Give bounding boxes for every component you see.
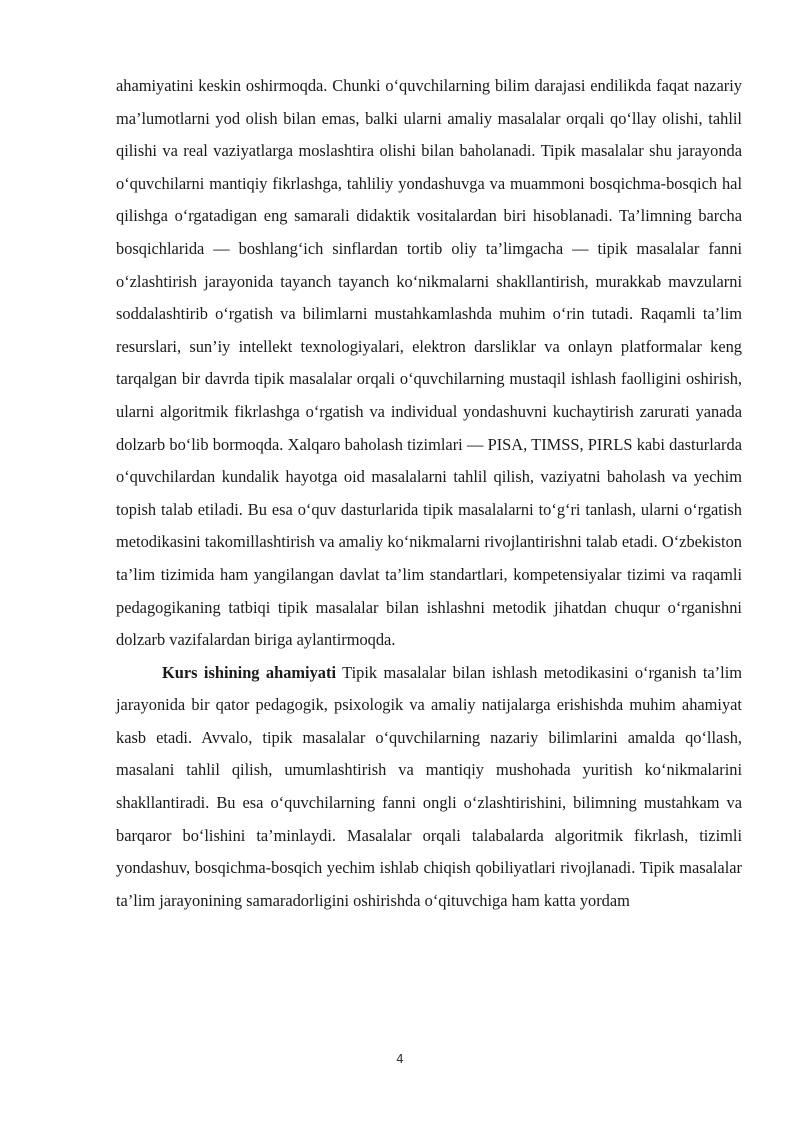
paragraph-course-significance — [116, 657, 742, 918]
inline-heading: Kurs ishining ahamiyati — [162, 662, 337, 682]
paragraph-body: Tipik masalalar bilan ishlash metodikasini o‘rganish ta’lim jarayonida bir qator pedagogik, psixologik va amaliy natijalarga erishishda muhim ahamiyat kasb etadi. Avvalo, tipik masalalar o‘quvchilarning nazariy bilimlarini amalda qo‘llash, masalani tahlil qilish, umumlashtirish va mantiqiy mushohada yuritish ko‘nikmalarini shakllantiradi. Bu esa o‘quvchilarning fanni ongli o‘zlashtirishini, bilimning mustahkam va barqaror bo‘lishini ta’minlaydi. Masalalar orqali talabalarda algoritmik fikrlash, tizimli yondashuv, bosqichma-bosqich yechim ishlab chiqish qobiliyatlari rivojlanadi. Tipik masalalar ta’lim jarayonining samaradorligini oshirishda o‘qituvchiga ham katta yordam — [116, 662, 742, 910]
body-text — [116, 70, 742, 917]
page-number: 4 — [396, 1052, 404, 1066]
paragraph-continuation: ahamiyatini keskin oshirmoqda. Chunki o‘quvchilarning bilim darajasi endilikda faqat nazariy ma’lumotlarni yod olish bilan emas, balki ularni amaliy masalalar orqali qo‘llay olishi, tahlil qilishi va real vaziyatlarga moslashtira olishi bilan baholanadi. Tipik masalalar shu jarayonda o‘quvchilarni mantiqiy fikrlashga, tahliliy yondashuvga va muammoni bosqichma-bosqich hal qilishga o‘rgatadigan eng samarali didaktik vositalardan biri hisoblanadi. Ta’limning barcha bosqichlarida — boshlang‘ich sinflardan tortib oliy ta’limgacha — tipik masalalar fanni o‘zlashtirish jarayonida tayanch tayanch ko‘nikmalarni shakllantirish, murakkab mavzularni soddalashtirib o‘rgatish va bilimlarni mustahkamlashda muhim o‘rin tutadi. Raqamli ta’lim resurslari, sun’iy intellekt texnologiyalari, elektron darsliklar va onlayn platformalar keng tarqalgan bir davrda tipik masalalar orqali o‘quvchilarning mustaqil ishlash faolligini oshirish, ularni algoritmik fikrlashga o‘rgatish va individual yondashuvni kuchaytirish zarurati yanada dolzarb bo‘lib bormoqda. Xalqaro baholash tizimlari — PISA, TIMSS, PIRLS kabi dasturlarda o‘quvchilardan kundalik hayotga oid masalalarni tahlil qilish, vaziyatni baholash va yechim topish talab etiladi. Bu esa o‘quv dasturlarida tipik masalalarni to‘g‘ri tanlash, ularni o‘rgatish metodikasini takomillashtirish va amaliy ko‘nikmalarni rivojlantirishni talab etadi. O‘zbekiston ta’lim tizimida ham yangilangan davlat ta’lim standartlari, kompetensiyalar tizimi va raqamli pedagogikaning tatbiqi tipik masalalar bilan ishlashni metodik jihatdan chuqur o‘rganishni dolzarb vazifalardan biriga aylantirmoqda. — [116, 76, 742, 650]
